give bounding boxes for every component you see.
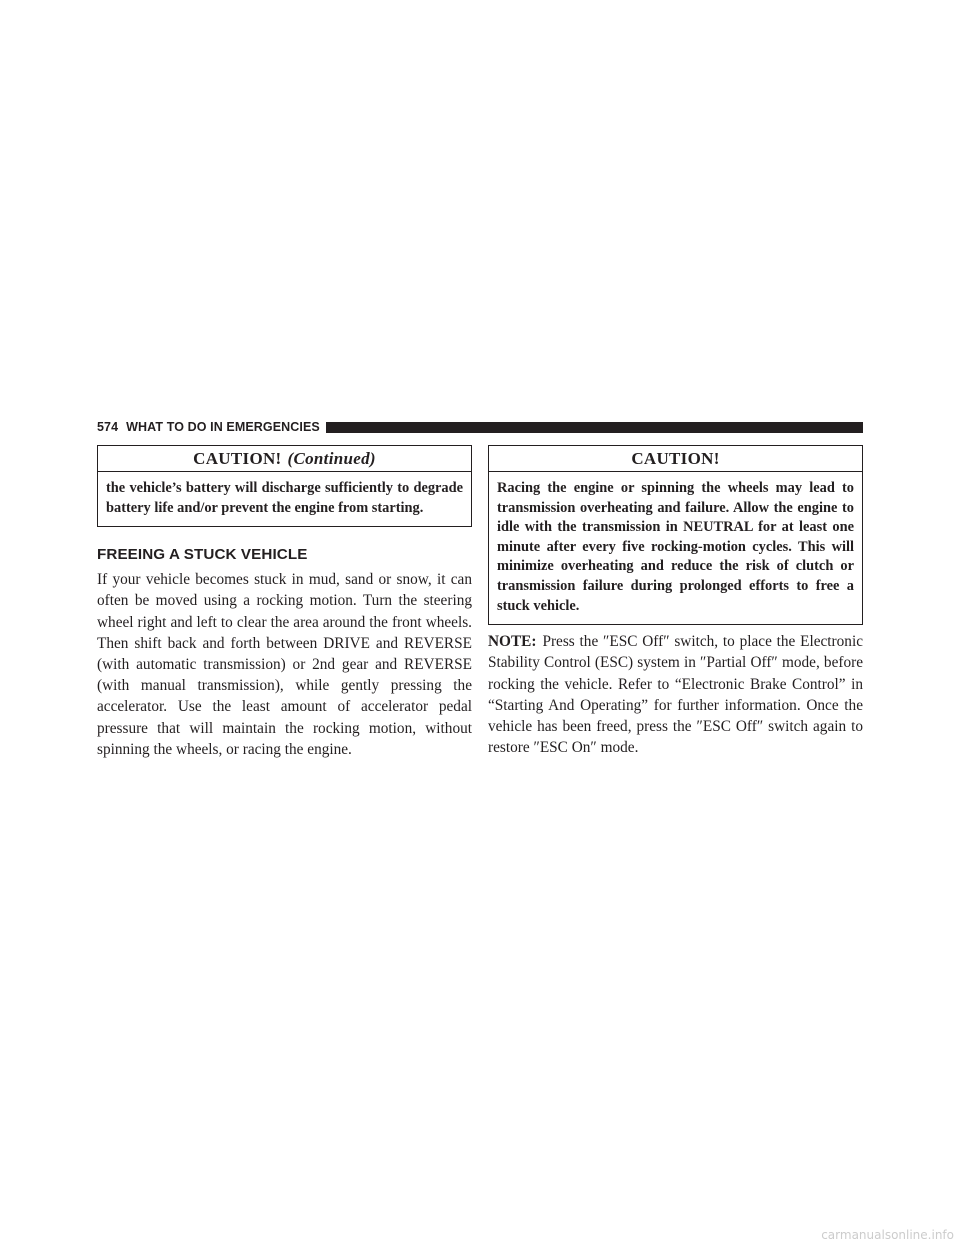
continued-label: (Continued) (287, 449, 376, 468)
page-number: 574 (97, 420, 119, 434)
page-header (97, 418, 863, 436)
header-text (97, 420, 320, 434)
header-rule (326, 422, 863, 433)
caution-text: the vehicle’s battery will discharge sufficiently to degrade battery life and/or prevent the engine from starting. (106, 480, 463, 516)
caution-box-continued (97, 445, 472, 527)
left-column (97, 445, 472, 760)
caution-text: Racing the engine or spinning the wheels may lead to transmission overheating and failure. Allow the engine to idle with the transmission in NEUTRAL for at least one minute after every five rocking-motion cycles. This will minimize overheating and reduce the risk of clutch or transmission failure during prolonged efforts to free a stuck vehicle. (497, 480, 854, 614)
caution-label: CAUTION! (193, 449, 282, 468)
section-heading: FREEING A STUCK VEHICLE (97, 546, 308, 564)
caution-box (488, 445, 863, 625)
caution-title (489, 446, 862, 472)
note-text: Press the ″ESC Off″ switch, to place the Electronic Stability Control (ESC) system in ″Partial Off″ mode, before rocking the vehicle. Refer to “Electronic Brake Control” in “Starting And Operating” for further information. Once the vehicle has been freed, press the ″ESC Off″ switch again to restore ″ESC On″ mode. (488, 633, 863, 757)
freeing-paragraph: If your vehicle becomes stuck in mud, sand or snow, it can often be moved using a rocking motion. Turn the steering wheel right and left to clear the area around the front wheels. Then shift back and forth between DRIVE and REVERSE (with automatic transmission) or 2nd gear and REVERSE (with manual transmission), while gently pressing the accelerator. Use the least amount of accelerator pedal pressure that will maintain the rocking motion, without spinning the wheels, or racing the engine. (97, 571, 472, 758)
section-title: WHAT TO DO IN EMERGENCIES (126, 420, 320, 434)
right-column (488, 445, 863, 758)
watermark: carmanualsonline.info (821, 1228, 954, 1242)
caution-title (98, 446, 471, 472)
note-label: NOTE: (488, 633, 537, 651)
caution-label: CAUTION! (631, 449, 720, 468)
note-paragraph (488, 631, 863, 758)
